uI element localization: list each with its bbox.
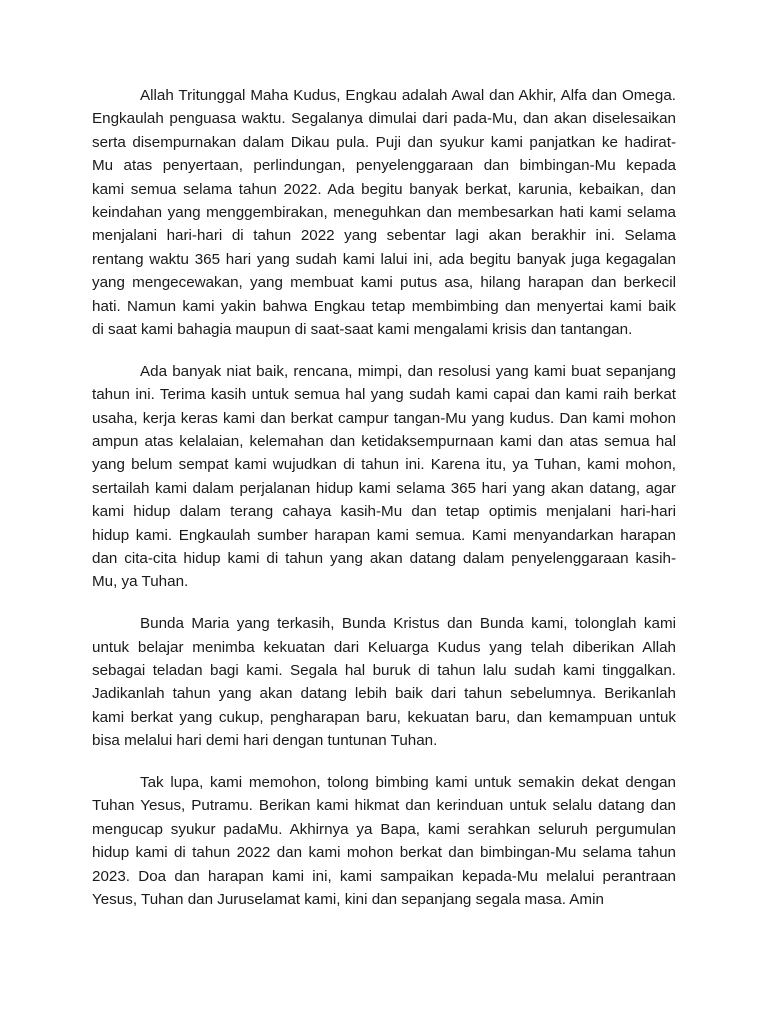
- text-line: 2023. Doa dan harapan kami ini, kami sampaikan kepada-Mu melalui perantraan: [92, 867, 676, 885]
- paragraph-1: [92, 84, 676, 341]
- text-line: mengucap syukur padaMu. Akhirnya ya Bapa, kami serahkan seluruh pergumulan: [92, 820, 676, 838]
- text-line: hidup kami. Engkaulah sumber harapan kami semua. Kami menyandarkan harapan: [92, 526, 676, 544]
- text-line: di saat kami bahagia maupun di saat-saat kami mengalami krisis dan tantangan.: [92, 320, 633, 338]
- text-line: usaha, kerja keras kami dan berkat campur tangan-Mu yang kudus. Dan kami mohon: [92, 409, 676, 427]
- text-line: sebagai teladan bagi kami. Segala hal buruk di tahun lalu sudah kami tinggalkan.: [92, 661, 676, 679]
- text-line: hidup kami di tahun 2022 dan kami mohon berkat dan bimbingan-Mu selama tahun: [92, 844, 676, 862]
- text-line: kami hidup dalam terang cahaya kasih-Mu dan tetap optimis menjalani hari-hari: [92, 503, 676, 521]
- paragraph-3: [92, 612, 676, 752]
- text-line: kami berkat yang cukup, pengharapan baru, kekuatan baru, dan kemampuan untuk: [92, 708, 676, 726]
- text-line: Yesus, Tuhan dan Juruselamat kami, kini dan sepanjang segala masa. Amin: [92, 891, 604, 908]
- text-line: bisa melalui hari demi hari dengan tuntunan Tuhan.: [92, 732, 438, 750]
- text-line: serta disempurnakan dalam Dikau pula. Puji dan syukur kami panjatkan ke hadirat-: [92, 133, 676, 151]
- text-line: Mu atas penyertaan, perlindungan, penyelenggaraan dan bimbingan-Mu kepada: [92, 157, 676, 175]
- text-line: menjalani hari-hari di tahun 2022 yang sebentar lagi akan berakhir ini. Selama: [92, 227, 676, 245]
- paragraph-2: [92, 360, 676, 594]
- text-line: Bunda Maria yang terkasih, Bunda Kristus dan Bunda kami, tolonglah kami: [140, 615, 676, 633]
- text-line: dan cita-cita hidup kami di tahun yang akan datang dalam penyelenggaraan kasih-: [92, 549, 676, 567]
- text-line: Tuhan Yesus, Putramu. Berikan kami hikmat dan kerinduan untuk selalu datang dan: [92, 797, 676, 815]
- text-line: yang mengecewakan, yang membuat kami putus asa, hilang harapan dan berkecil: [92, 274, 676, 292]
- text-line: tahun ini. Terima kasih untuk semua hal yang sudah kami capai dan kami raih berkat: [92, 386, 676, 404]
- text-line: sertailah kami dalam perjalanan hidup kami selama 365 hari yang akan datang, agar: [92, 479, 676, 497]
- text-line: hati. Namun kami yakin bahwa Engkau tetap membimbing dan menyertai kami baik: [92, 297, 676, 315]
- paragraph-4: [92, 771, 676, 911]
- text-line: Jadikanlah tahun yang akan datang lebih baik dari tahun sebelumnya. Berikanlah: [92, 685, 676, 703]
- text-line: keindahan yang menggembirakan, meneguhkan dan membesarkan hati kami selama: [92, 203, 676, 221]
- text-line: yang belum sempat kami wujudkan di tahun ini. Karena itu, ya Tuhan, kami mohon,: [92, 456, 676, 474]
- text-line: kami semua selama tahun 2022. Ada begitu banyak berkat, karunia, kebaikan, dan: [92, 180, 676, 198]
- text-line: rentang waktu 365 hari yang sudah kami lalui ini, ada begitu banyak juga kegagalan: [92, 250, 676, 268]
- text-line: Allah Tritunggal Maha Kudus, Engkau adalah Awal dan Akhir, Alfa dan Omega.: [140, 87, 676, 104]
- text-line: Tak lupa, kami memohon, tolong bimbing kami untuk semakin dekat dengan: [140, 774, 676, 792]
- text-line: Engkaulah penguasa waktu. Segalanya dimulai dari pada-Mu, dan akan diselesaikan: [92, 110, 676, 128]
- text-line: untuk belajar menimba kekuatan dari Keluarga Kudus yang telah diberikan Allah: [92, 638, 676, 656]
- text-line: ampun atas kelalaian, kelemahan dan ketidaksempurnaan kami dan atas semua hal: [92, 432, 676, 450]
- document-body: [92, 84, 676, 930]
- text-line: Mu, ya Tuhan.: [92, 573, 189, 591]
- text-line: Ada banyak niat baik, rencana, mimpi, dan resolusi yang kami buat sepanjang: [140, 362, 676, 380]
